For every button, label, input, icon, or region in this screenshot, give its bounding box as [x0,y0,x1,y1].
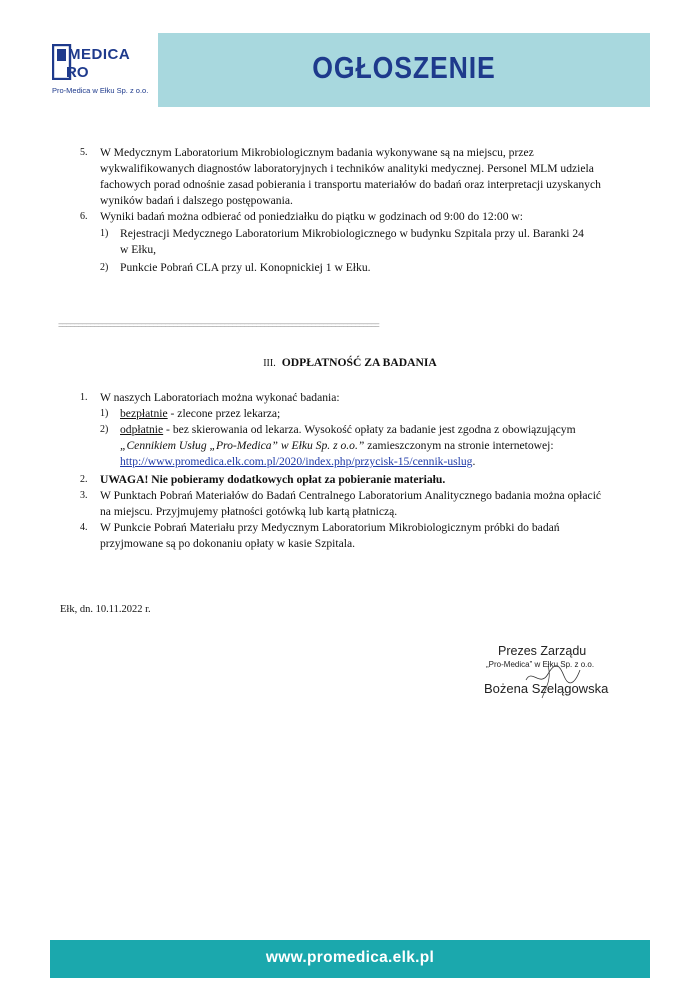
list-item-4-line1: W Punkcie Pobrań Materiału przy Medycznym Laboratorium Mikrobiologicznym próbki do badań [100,521,560,534]
paid-text: - bez skierowania od lekarza. Wysokość opłaty za badanie jest zgodna z obowiązującym [163,423,576,436]
list-number: 6. [80,211,88,222]
list-number: 3. [80,490,88,501]
list-item-3-line1: W Punktach Pobrań Materiałów do Badań Centralnego Laboratorium Analitycznego badania można opłacić [100,489,602,502]
sublist-item-free [120,406,642,422]
logo-ro-text: RO [66,64,89,81]
warning-text: UWAGA! Nie pobieramy dodatkowych opłat za pobieranie materiału. [100,473,446,486]
logo-medica-text: MEDICA [68,46,131,63]
date-line: Ełk, dn. 10.11.2022 r. [60,604,151,615]
list-item-5-line1: W Medycznym Laboratorium Mikrobiologicznym badania wykonywane są na miejscu, przez [100,146,534,159]
free-label: bezpłatnie [120,407,168,420]
page-title: OGŁOSZENIE [312,50,496,85]
list-number: 2. [80,474,88,485]
sublist-number: 2) [100,262,109,273]
list-number: 4. [80,522,88,533]
sublist-item-paid-line1 [120,422,642,438]
list-item-1-text: W naszych Laboratoriach można wykonać badania: [100,391,340,404]
list-item-5-line3: fachowych porad odnośnie zasad pobierania i transportu materiałów do badań oraz interpretacji uzyskanych [100,178,601,191]
list-number: 5. [80,147,88,158]
sublist-item-2-text: Punkcie Pobrań CLA przy ul. Konopnickiej 1 w Ełku. [120,261,371,274]
paid-label: odpłatnie [120,423,164,436]
sublist-item-1-line2: w Ełku, [120,243,157,256]
separator-line: ================================================================================= [58,320,379,330]
list-item-3-line2: na miejscu. Przyjmujemy płatności gotówką lub kartą płatniczą. [100,505,398,518]
footer-website[interactable]: www.promedica.elk.pl [265,949,435,966]
list-item-4-line2: przyjmowane są po dokonaniu opłaty w kasie Szpitala. [100,537,356,550]
price-list-link[interactable]: http://www.promedica.elk.com.pl/2020/index.php/przycisk-15/cennik-uslug [120,455,473,468]
list-item-5-line4: wyników badań i dalszego postępowania. [100,194,293,207]
price-list-name: „Cennikiem Usług „Pro-Medica” w Ełku Sp. z o.o.” [120,439,365,452]
sublist-item-paid-line2 [120,438,642,454]
section-heading [0,356,700,369]
sublist-number: 1) [100,228,109,239]
sublist-item-paid-line3 [120,454,642,470]
price-list-text: zamieszczonym na stronie internetowej: [364,439,554,452]
logo-company-name: Pro-Medica w Ełku Sp. z o.o. [52,86,149,95]
list-item-5-line2: wykwalifikowanych diagnostów laboratoryjnych i techników analityki medycznej. Personel MLM udziela [100,162,594,175]
signature-name: Bożena Szelągowska [484,681,609,696]
free-text: - zlecone przez lekarza; [167,407,281,420]
list-item-6-text: Wyniki badań można odbierać od poniedziałku do piątku w godzinach od 9:00 do 12:00 w: [100,210,524,223]
sublist-item-1-line1: Rejestracji Medycznego Laboratorium Mikrobiologicznego w budynku Szpitala przy ul. Baranki 24 [120,227,584,240]
section-title: ODPŁATNOŚĆ ZA BADANIA [281,356,437,369]
sublist-number: 2) [100,424,109,435]
list-number: 1. [80,392,88,403]
section-roman-numeral: III. [263,358,276,369]
signature-company: „Pro-Medica” w Ełku Sp. z o.o. [486,660,595,669]
sublist-number: 1) [100,408,109,419]
link-period: . [472,455,476,468]
signature-role: Prezes Zarządu [498,644,587,658]
